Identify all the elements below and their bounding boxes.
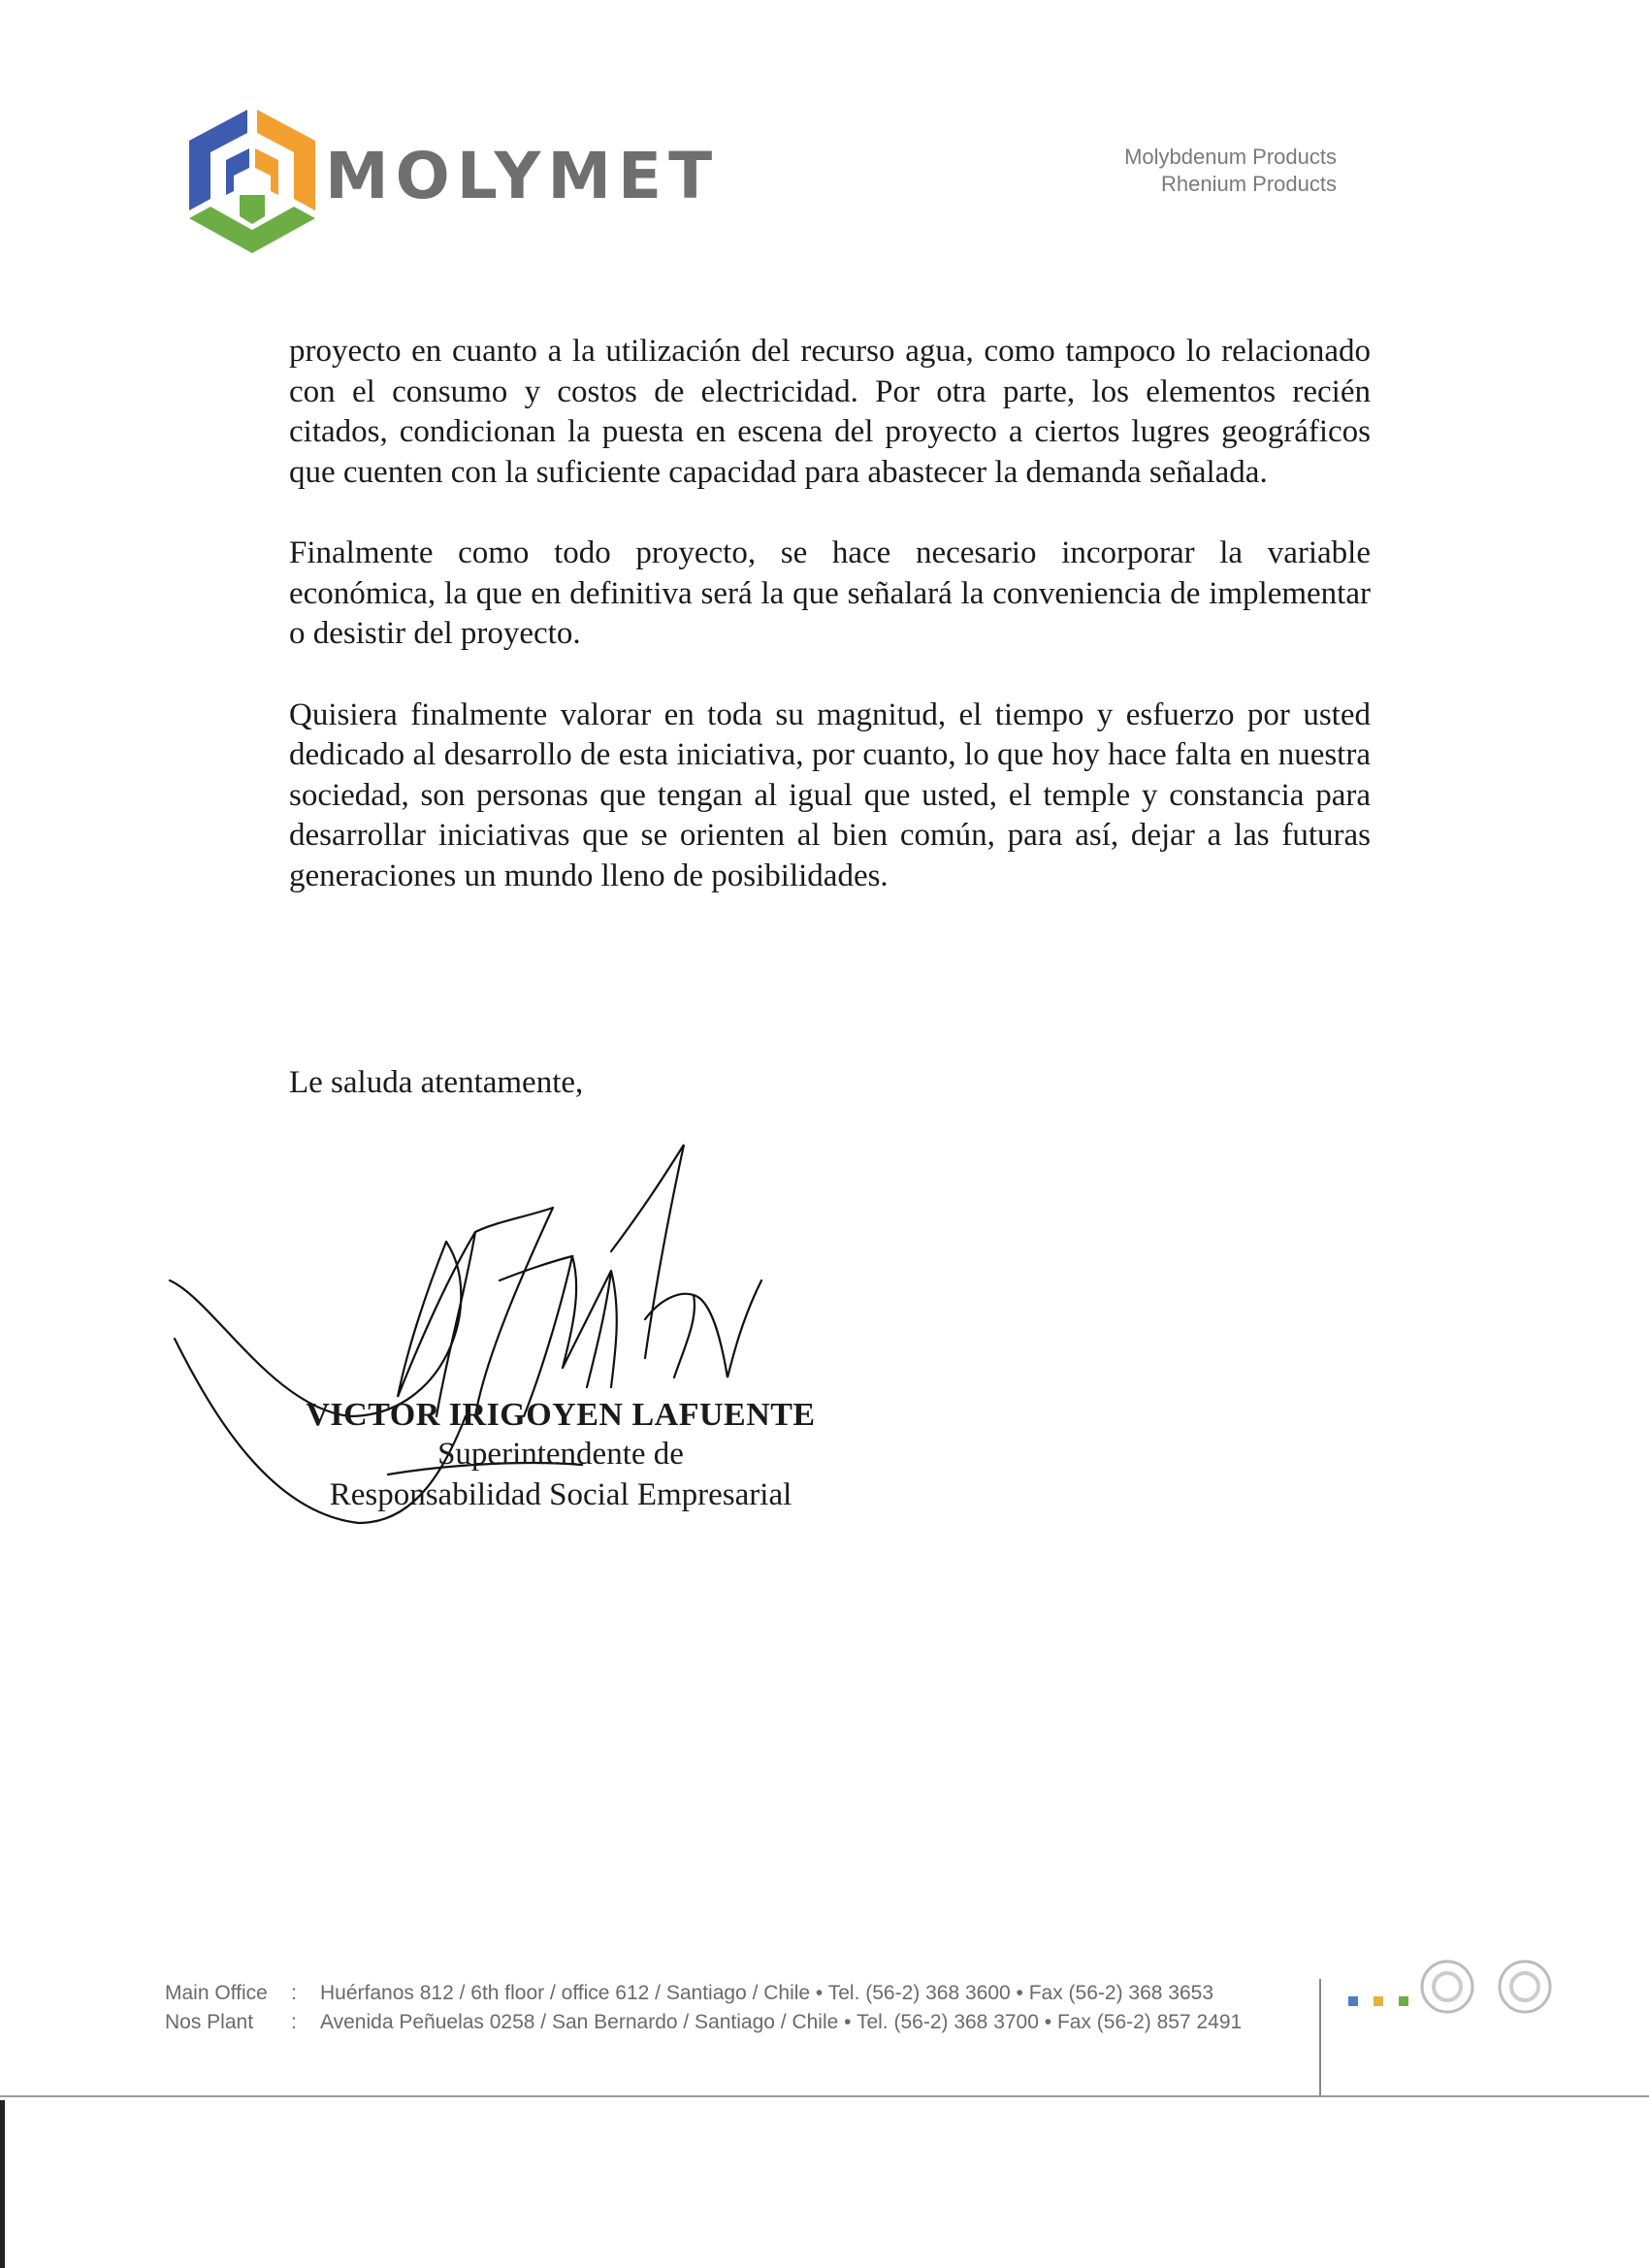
main-office-row <box>165 1979 1242 2008</box>
signature-block <box>289 1397 832 1515</box>
green-square-icon <box>1399 1996 1408 2006</box>
footer-divider <box>1319 1979 1321 2095</box>
signer-name: VICTOR IRIGOYEN LAFUENTE <box>306 1397 816 1433</box>
blue-square-icon <box>1348 1996 1358 2006</box>
plant-row <box>165 2008 1242 2037</box>
yellow-square-icon <box>1374 1996 1383 2006</box>
products-list <box>1124 144 1337 198</box>
signer-department: Responsabilidad Social Empresarial <box>329 1477 792 1512</box>
closing-salutation: Le saluda atentamente, <box>289 1065 584 1100</box>
body-paragraph: proyecto en cuanto a la utilización del recurso agua, como tampoco lo relacionado con el consumo y costos de electricidad. Por otra parte, los elementos recién citados, condicionan la puesta en escena del proyecto a ciertos lugres geográficos que cuenten con la suficiente capacidad para abastecer la demanda señalada. <box>289 334 1371 490</box>
brand-squares <box>1348 1993 1424 2011</box>
page-bottom-line <box>0 2095 1649 2097</box>
brand-name: MOLYMET <box>325 139 720 213</box>
signer-title: Superintendente de <box>437 1437 684 1472</box>
main-office-address: Huérfanos 812 / 6th floor / office 612 / Santiago / Chile • Tel. (56-2) 368 3600 • Fax (56-2) 368 3653 <box>320 1982 1213 2004</box>
main-office-label: Main Office <box>165 1982 268 2004</box>
certification-seal-icon <box>1418 1958 1476 2016</box>
plant-address: Avenida Peñuelas 0258 / San Bernardo / Santiago / Chile • Tel. (56-2) 368 3700 • Fax (56-2) 857 2491 <box>320 2011 1243 2033</box>
company-logo <box>179 102 723 257</box>
plant-label: Nos Plant <box>165 2011 254 2033</box>
scan-edge <box>0 2100 5 2268</box>
product-line: Rhenium Products <box>1161 172 1337 196</box>
certification-seal-icon <box>1496 1958 1554 2016</box>
separator-colon: : <box>291 2011 297 2033</box>
body-paragraph: Finalmente como todo proyecto, se hace necesario incorporar la variable económica, la que en definitiva será la que señalará la conveniencia de implementar o desistir del proyecto. <box>289 535 1371 651</box>
molymet-logo-icon <box>179 102 325 257</box>
separator-colon: : <box>291 1982 297 2004</box>
body-paragraph: Quisiera finalmente valorar en toda su magnitud, el tiempo y esfuerzo por usted dedicado al desarrollo de esta iniciativa, por cuanto, lo que hoy hace falta en nuestra sociedad, son personas que tengan al igual que usted, el temple y constancia para desarrollar iniciativas que se orienten al bien común, para así, dejar a las futuras generaciones un mundo lleno de posibilidades. <box>289 697 1371 893</box>
letter-body <box>289 332 1371 937</box>
product-line: Molybdenum Products <box>1124 145 1337 169</box>
footer-addresses <box>165 1979 1242 2037</box>
